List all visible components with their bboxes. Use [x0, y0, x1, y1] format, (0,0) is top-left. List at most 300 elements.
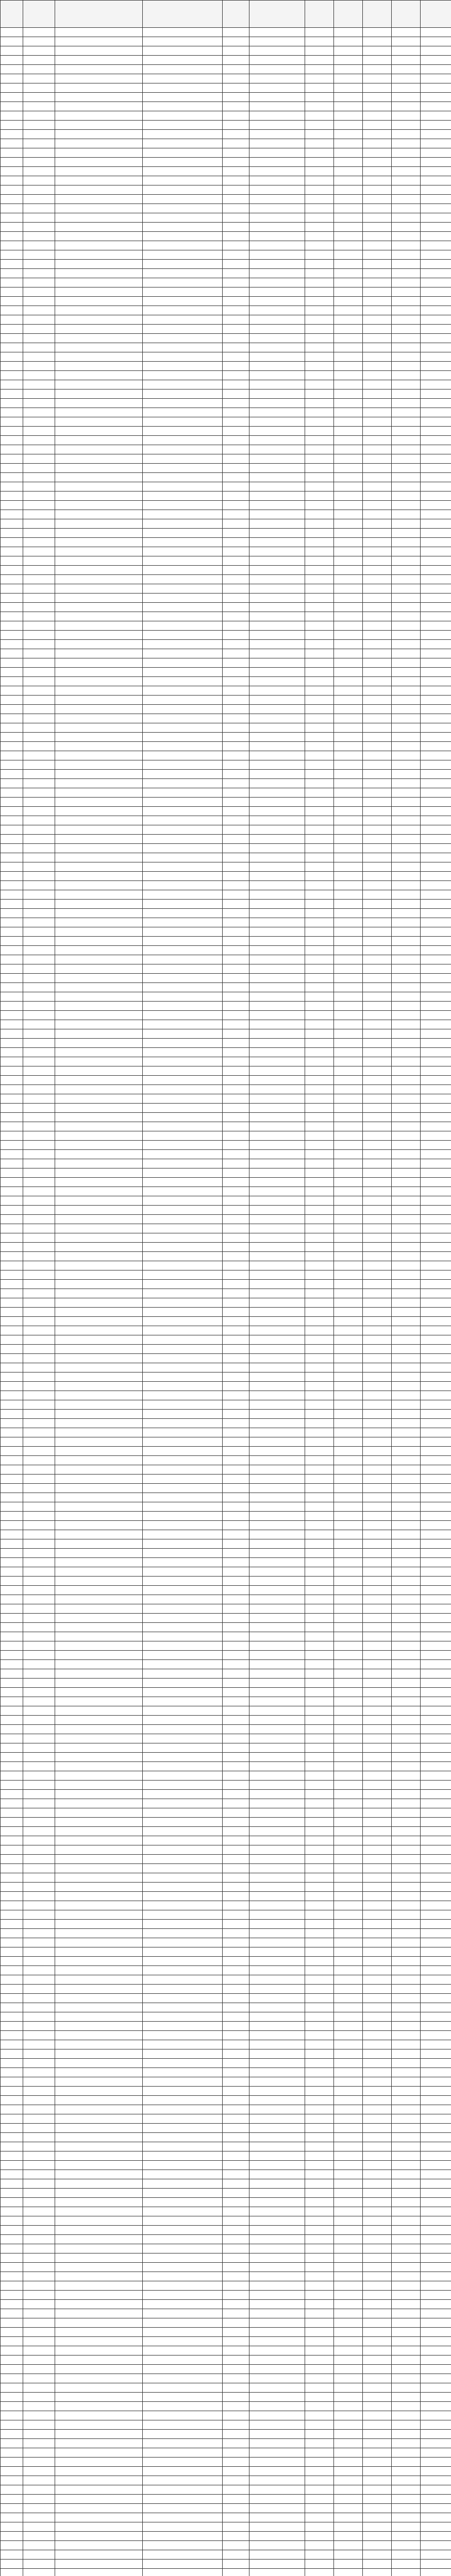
- table-cell: [305, 380, 334, 389]
- table-cell: [363, 2337, 392, 2346]
- table-cell: [55, 1141, 143, 1150]
- table-cell: [55, 1039, 143, 1048]
- table-cell: [363, 1113, 392, 1122]
- table-cell: [23, 584, 55, 594]
- table-cell: [23, 890, 55, 900]
- table-cell: [1, 2495, 23, 2504]
- table-cell: [55, 1688, 143, 1697]
- table-cell: [23, 1122, 55, 1131]
- table-cell: [334, 1725, 363, 1734]
- table-cell: [392, 733, 421, 742]
- table-cell: [143, 816, 223, 825]
- table-cell: [392, 1308, 421, 1317]
- table-cell: [334, 1475, 363, 1484]
- table-cell: [223, 992, 249, 1002]
- table-cell: [363, 2207, 392, 2216]
- table-cell: [334, 2560, 363, 2569]
- table-cell: [249, 2291, 305, 2300]
- table-cell: [55, 2133, 143, 2142]
- table-cell: [249, 501, 305, 510]
- table-cell: [143, 1790, 223, 1799]
- table-cell: [223, 1345, 249, 1354]
- table-cell: [249, 1372, 305, 1382]
- table-cell: [421, 510, 451, 519]
- table-cell: [23, 1910, 55, 1920]
- table-cell: [392, 2383, 421, 2393]
- table-cell: [334, 1790, 363, 1799]
- table-cell: [363, 371, 392, 380]
- table-cell: [249, 1029, 305, 1039]
- table-cell: [223, 1252, 249, 1261]
- table-cell: [223, 1873, 249, 1883]
- table-cell: [1, 325, 23, 334]
- table-cell: [305, 158, 334, 167]
- table-cell: [363, 603, 392, 612]
- table-cell: [223, 640, 249, 649]
- table-cell: [421, 2374, 451, 2383]
- table-cell: [363, 1410, 392, 1419]
- table-cell: [421, 417, 451, 427]
- table-cell: [421, 399, 451, 408]
- table-cell: [363, 872, 392, 881]
- table-row: [1, 640, 451, 649]
- table-cell: [223, 1437, 249, 1447]
- table-cell: [334, 2569, 363, 2576]
- table-cell: [223, 1845, 249, 1855]
- table-cell: [143, 2253, 223, 2263]
- table-cell: [363, 2476, 392, 2485]
- table-cell: [305, 1113, 334, 1122]
- table-cell: [223, 2309, 249, 2318]
- table-cell: [1, 297, 23, 306]
- table-cell: [55, 306, 143, 315]
- table-cell: [421, 770, 451, 779]
- table-cell: [23, 1614, 55, 1623]
- table-cell: [363, 658, 392, 668]
- table-cell: [249, 1233, 305, 1243]
- table-cell: [421, 454, 451, 464]
- table-cell: [1, 1558, 23, 1567]
- table-cell: [249, 1168, 305, 1178]
- table-cell: [305, 1651, 334, 1660]
- table-cell: [305, 668, 334, 677]
- table-cell: [249, 1057, 305, 1066]
- table-cell: [363, 825, 392, 835]
- table-cell: [55, 315, 143, 325]
- table-cell: [363, 1178, 392, 1187]
- table-cell: [392, 185, 421, 195]
- table-cell: [392, 974, 421, 983]
- table-cell: [363, 28, 392, 37]
- table-cell: [223, 83, 249, 93]
- table-cell: [392, 28, 421, 37]
- table-cell: [23, 723, 55, 733]
- table-cell: [55, 102, 143, 111]
- table-cell: [23, 2170, 55, 2179]
- table-cell: [249, 167, 305, 176]
- table-cell: [305, 723, 334, 733]
- table-cell: [392, 2003, 421, 2012]
- table-cell: [421, 816, 451, 825]
- table-cell: [223, 2532, 249, 2541]
- table-cell: [305, 1734, 334, 1743]
- table-cell: [392, 1372, 421, 1382]
- table-cell: [305, 1864, 334, 1873]
- table-cell: [1, 751, 23, 760]
- table-row: [1, 2439, 451, 2448]
- table-row: [1, 594, 451, 603]
- table-cell: [1, 1039, 23, 1048]
- table-cell: [223, 1261, 249, 1270]
- table-cell: [249, 232, 305, 241]
- table-cell: [334, 1261, 363, 1270]
- table-row: [1, 111, 451, 121]
- table-cell: [143, 1595, 223, 1604]
- table-cell: [143, 2402, 223, 2411]
- table-cell: [392, 287, 421, 297]
- table-cell: [249, 2318, 305, 2328]
- table-row: [1, 1131, 451, 1141]
- table-cell: [1, 185, 23, 195]
- table-cell: [392, 204, 421, 213]
- table-cell: [421, 946, 451, 955]
- table-cell: [1, 417, 23, 427]
- table-cell: [143, 2068, 223, 2077]
- table-cell: [223, 1410, 249, 1419]
- table-cell: [305, 1122, 334, 1131]
- table-cell: [23, 501, 55, 510]
- table-cell: [143, 2077, 223, 2087]
- table-cell: [334, 2485, 363, 2495]
- table-cell: [392, 74, 421, 83]
- table-cell: [392, 2263, 421, 2272]
- table-cell: [363, 1428, 392, 1437]
- table-cell: [363, 148, 392, 158]
- table-cell: [55, 974, 143, 983]
- table-cell: [223, 1094, 249, 1104]
- table-cell: [143, 1270, 223, 1280]
- table-cell: [249, 408, 305, 417]
- table-cell: [223, 1159, 249, 1168]
- table-cell: [143, 1280, 223, 1289]
- table-cell: [334, 362, 363, 371]
- table-cell: [223, 2420, 249, 2430]
- table-cell: [1, 1335, 23, 1345]
- table-row: [1, 2049, 451, 2059]
- table-cell: [334, 538, 363, 547]
- table-row: [1, 2281, 451, 2291]
- table-cell: [334, 872, 363, 881]
- table-row: [1, 2513, 451, 2522]
- table-cell: [1, 1985, 23, 1994]
- table-cell: [421, 1252, 451, 1261]
- table-cell: [1, 436, 23, 445]
- table-row: [1, 1002, 451, 1011]
- table-cell: [392, 909, 421, 918]
- table-cell: [334, 946, 363, 955]
- table-cell: [1, 1827, 23, 1836]
- table-cell: [1, 1651, 23, 1660]
- table-cell: [55, 881, 143, 890]
- table-cell: [334, 371, 363, 380]
- table-cell: [23, 807, 55, 816]
- table-cell: [334, 1920, 363, 1929]
- table-cell: [249, 1808, 305, 1818]
- table-cell: [23, 1558, 55, 1567]
- table-cell: [363, 1679, 392, 1688]
- table-cell: [334, 1326, 363, 1335]
- table-cell: [421, 1762, 451, 1771]
- table-cell: [23, 2337, 55, 2346]
- table-cell: [421, 538, 451, 547]
- table-cell: [334, 2541, 363, 2550]
- table-cell: [249, 28, 305, 37]
- table-cell: [334, 185, 363, 195]
- table-cell: [421, 139, 451, 148]
- table-cell: [363, 297, 392, 306]
- table-cell: [334, 779, 363, 788]
- table-cell: [421, 121, 451, 130]
- table-cell: [143, 269, 223, 278]
- table-cell: [223, 1614, 249, 1623]
- table-row: [1, 204, 451, 213]
- table-cell: [392, 1975, 421, 1985]
- table-row: [1, 1530, 451, 1539]
- table-cell: [363, 1549, 392, 1558]
- table-cell: [1, 2393, 23, 2402]
- table-cell: [305, 751, 334, 760]
- table-cell: [363, 529, 392, 538]
- table-cell: [1, 2383, 23, 2393]
- table-cell: [23, 510, 55, 519]
- table-cell: [363, 862, 392, 872]
- table-cell: [23, 2235, 55, 2244]
- table-cell: [363, 2467, 392, 2476]
- table-cell: [363, 93, 392, 102]
- table-cell: [421, 835, 451, 844]
- table-cell: [363, 1901, 392, 1910]
- table-cell: [223, 1122, 249, 1131]
- table-row: [1, 881, 451, 890]
- table-cell: [421, 1883, 451, 1892]
- table-cell: [363, 1743, 392, 1753]
- table-cell: [143, 556, 223, 566]
- table-cell: [23, 371, 55, 380]
- table-cell: [305, 1243, 334, 1252]
- table-cell: [392, 2105, 421, 2114]
- table-cell: [23, 2124, 55, 2133]
- table-cell: [143, 2281, 223, 2291]
- table-cell: [392, 1901, 421, 1910]
- table-cell: [55, 2383, 143, 2393]
- table-cell: [334, 862, 363, 872]
- table-cell: [1, 964, 23, 974]
- table-cell: [55, 723, 143, 733]
- table-row: [1, 1168, 451, 1178]
- table-cell: [223, 594, 249, 603]
- table-cell: [392, 102, 421, 111]
- table-cell: [305, 566, 334, 575]
- header-cell: [223, 1, 249, 28]
- table-cell: [55, 1270, 143, 1280]
- table-cell: [392, 807, 421, 816]
- table-cell: [363, 751, 392, 760]
- table-cell: [392, 158, 421, 167]
- table-cell: [1, 2541, 23, 2550]
- table-cell: [305, 315, 334, 325]
- table-cell: [23, 2541, 55, 2550]
- table-cell: [249, 1187, 305, 1196]
- table-cell: [305, 2337, 334, 2346]
- table-cell: [363, 900, 392, 909]
- table-cell: [223, 269, 249, 278]
- table-cell: [421, 2383, 451, 2393]
- table-cell: [223, 1818, 249, 1827]
- table-cell: [143, 121, 223, 130]
- table-row: [1, 93, 451, 102]
- table-cell: [363, 890, 392, 900]
- table-cell: [1, 250, 23, 260]
- table-cell: [249, 1122, 305, 1131]
- table-cell: [55, 1855, 143, 1864]
- table-cell: [421, 890, 451, 900]
- table-cell: [363, 547, 392, 556]
- table-cell: [334, 2049, 363, 2059]
- table-row: [1, 121, 451, 130]
- table-cell: [249, 900, 305, 909]
- table-cell: [334, 2281, 363, 2291]
- table-cell: [363, 232, 392, 241]
- table-cell: [23, 362, 55, 371]
- table-cell: [421, 334, 451, 343]
- table-cell: [55, 2207, 143, 2216]
- table-row: [1, 482, 451, 492]
- table-cell: [305, 937, 334, 946]
- table-cell: [1, 1475, 23, 1484]
- table-cell: [334, 380, 363, 389]
- table-cell: [1, 287, 23, 297]
- table-cell: [23, 937, 55, 946]
- table-cell: [421, 436, 451, 445]
- table-cell: [305, 2485, 334, 2495]
- table-cell: [392, 2068, 421, 2077]
- table-cell: [1, 223, 23, 232]
- table-cell: [1, 955, 23, 964]
- table-cell: [334, 260, 363, 269]
- table-cell: [392, 2179, 421, 2189]
- table-cell: [392, 492, 421, 501]
- table-cell: [305, 1465, 334, 1475]
- table-cell: [143, 1382, 223, 1391]
- table-cell: [143, 733, 223, 742]
- table-cell: [55, 2355, 143, 2365]
- table-cell: [55, 510, 143, 519]
- table-cell: [363, 2411, 392, 2420]
- table-cell: [392, 1076, 421, 1085]
- table-cell: [249, 482, 305, 492]
- table-cell: [249, 1150, 305, 1159]
- table-cell: [249, 2532, 305, 2541]
- table-row: [1, 315, 451, 325]
- table-cell: [305, 121, 334, 130]
- table-cell: [143, 297, 223, 306]
- table-cell: [249, 1753, 305, 1762]
- table-cell: [249, 1400, 305, 1410]
- table-row: [1, 1410, 451, 1419]
- table-cell: [305, 2569, 334, 2576]
- table-cell: [1, 1002, 23, 1011]
- header-cell: [1, 1, 23, 28]
- table-cell: [223, 1753, 249, 1762]
- table-cell: [363, 417, 392, 427]
- table-cell: [363, 2560, 392, 2569]
- table-cell: [334, 1512, 363, 1521]
- table-cell: [223, 1679, 249, 1688]
- table-row: [1, 677, 451, 686]
- table-cell: [1, 167, 23, 176]
- table-cell: [421, 2226, 451, 2235]
- table-cell: [223, 2151, 249, 2161]
- table-cell: [249, 287, 305, 297]
- table-cell: [363, 501, 392, 510]
- table-cell: [23, 1864, 55, 1873]
- table-cell: [143, 1586, 223, 1595]
- table-cell: [392, 2309, 421, 2318]
- table-cell: [334, 1799, 363, 1808]
- table-cell: [334, 352, 363, 362]
- table-cell: [305, 260, 334, 269]
- table-cell: [363, 696, 392, 705]
- table-cell: [392, 788, 421, 798]
- table-cell: [55, 148, 143, 158]
- table-cell: [23, 1066, 55, 1076]
- table-cell: [143, 1688, 223, 1697]
- table-row: [1, 2291, 451, 2300]
- table-cell: [55, 2291, 143, 2300]
- table-cell: [249, 1159, 305, 1168]
- table-cell: [143, 445, 223, 454]
- table-cell: [421, 2253, 451, 2263]
- table-cell: [305, 510, 334, 519]
- table-cell: [23, 2393, 55, 2402]
- table-cell: [143, 1094, 223, 1104]
- table-cell: [421, 2300, 451, 2309]
- table-cell: [363, 1577, 392, 1586]
- table-cell: [305, 2439, 334, 2448]
- table-cell: [55, 454, 143, 464]
- table-cell: [1, 1298, 23, 1308]
- table-cell: [1, 1020, 23, 1029]
- table-cell: [249, 2300, 305, 2309]
- table-cell: [143, 1771, 223, 1781]
- table-cell: [305, 2328, 334, 2337]
- table-row: [1, 2059, 451, 2068]
- table-cell: [392, 1131, 421, 1141]
- table-cell: [1, 2012, 23, 2022]
- table-row: [1, 241, 451, 250]
- table-cell: [421, 74, 451, 83]
- table-cell: [1, 2244, 23, 2253]
- table-row: [1, 1697, 451, 1706]
- table-cell: [249, 2467, 305, 2476]
- table-cell: [1, 1066, 23, 1076]
- table-cell: [334, 788, 363, 798]
- table-cell: [223, 185, 249, 195]
- table-row: [1, 362, 451, 371]
- table-cell: [143, 1873, 223, 1883]
- table-cell: [55, 835, 143, 844]
- table-cell: [421, 1270, 451, 1280]
